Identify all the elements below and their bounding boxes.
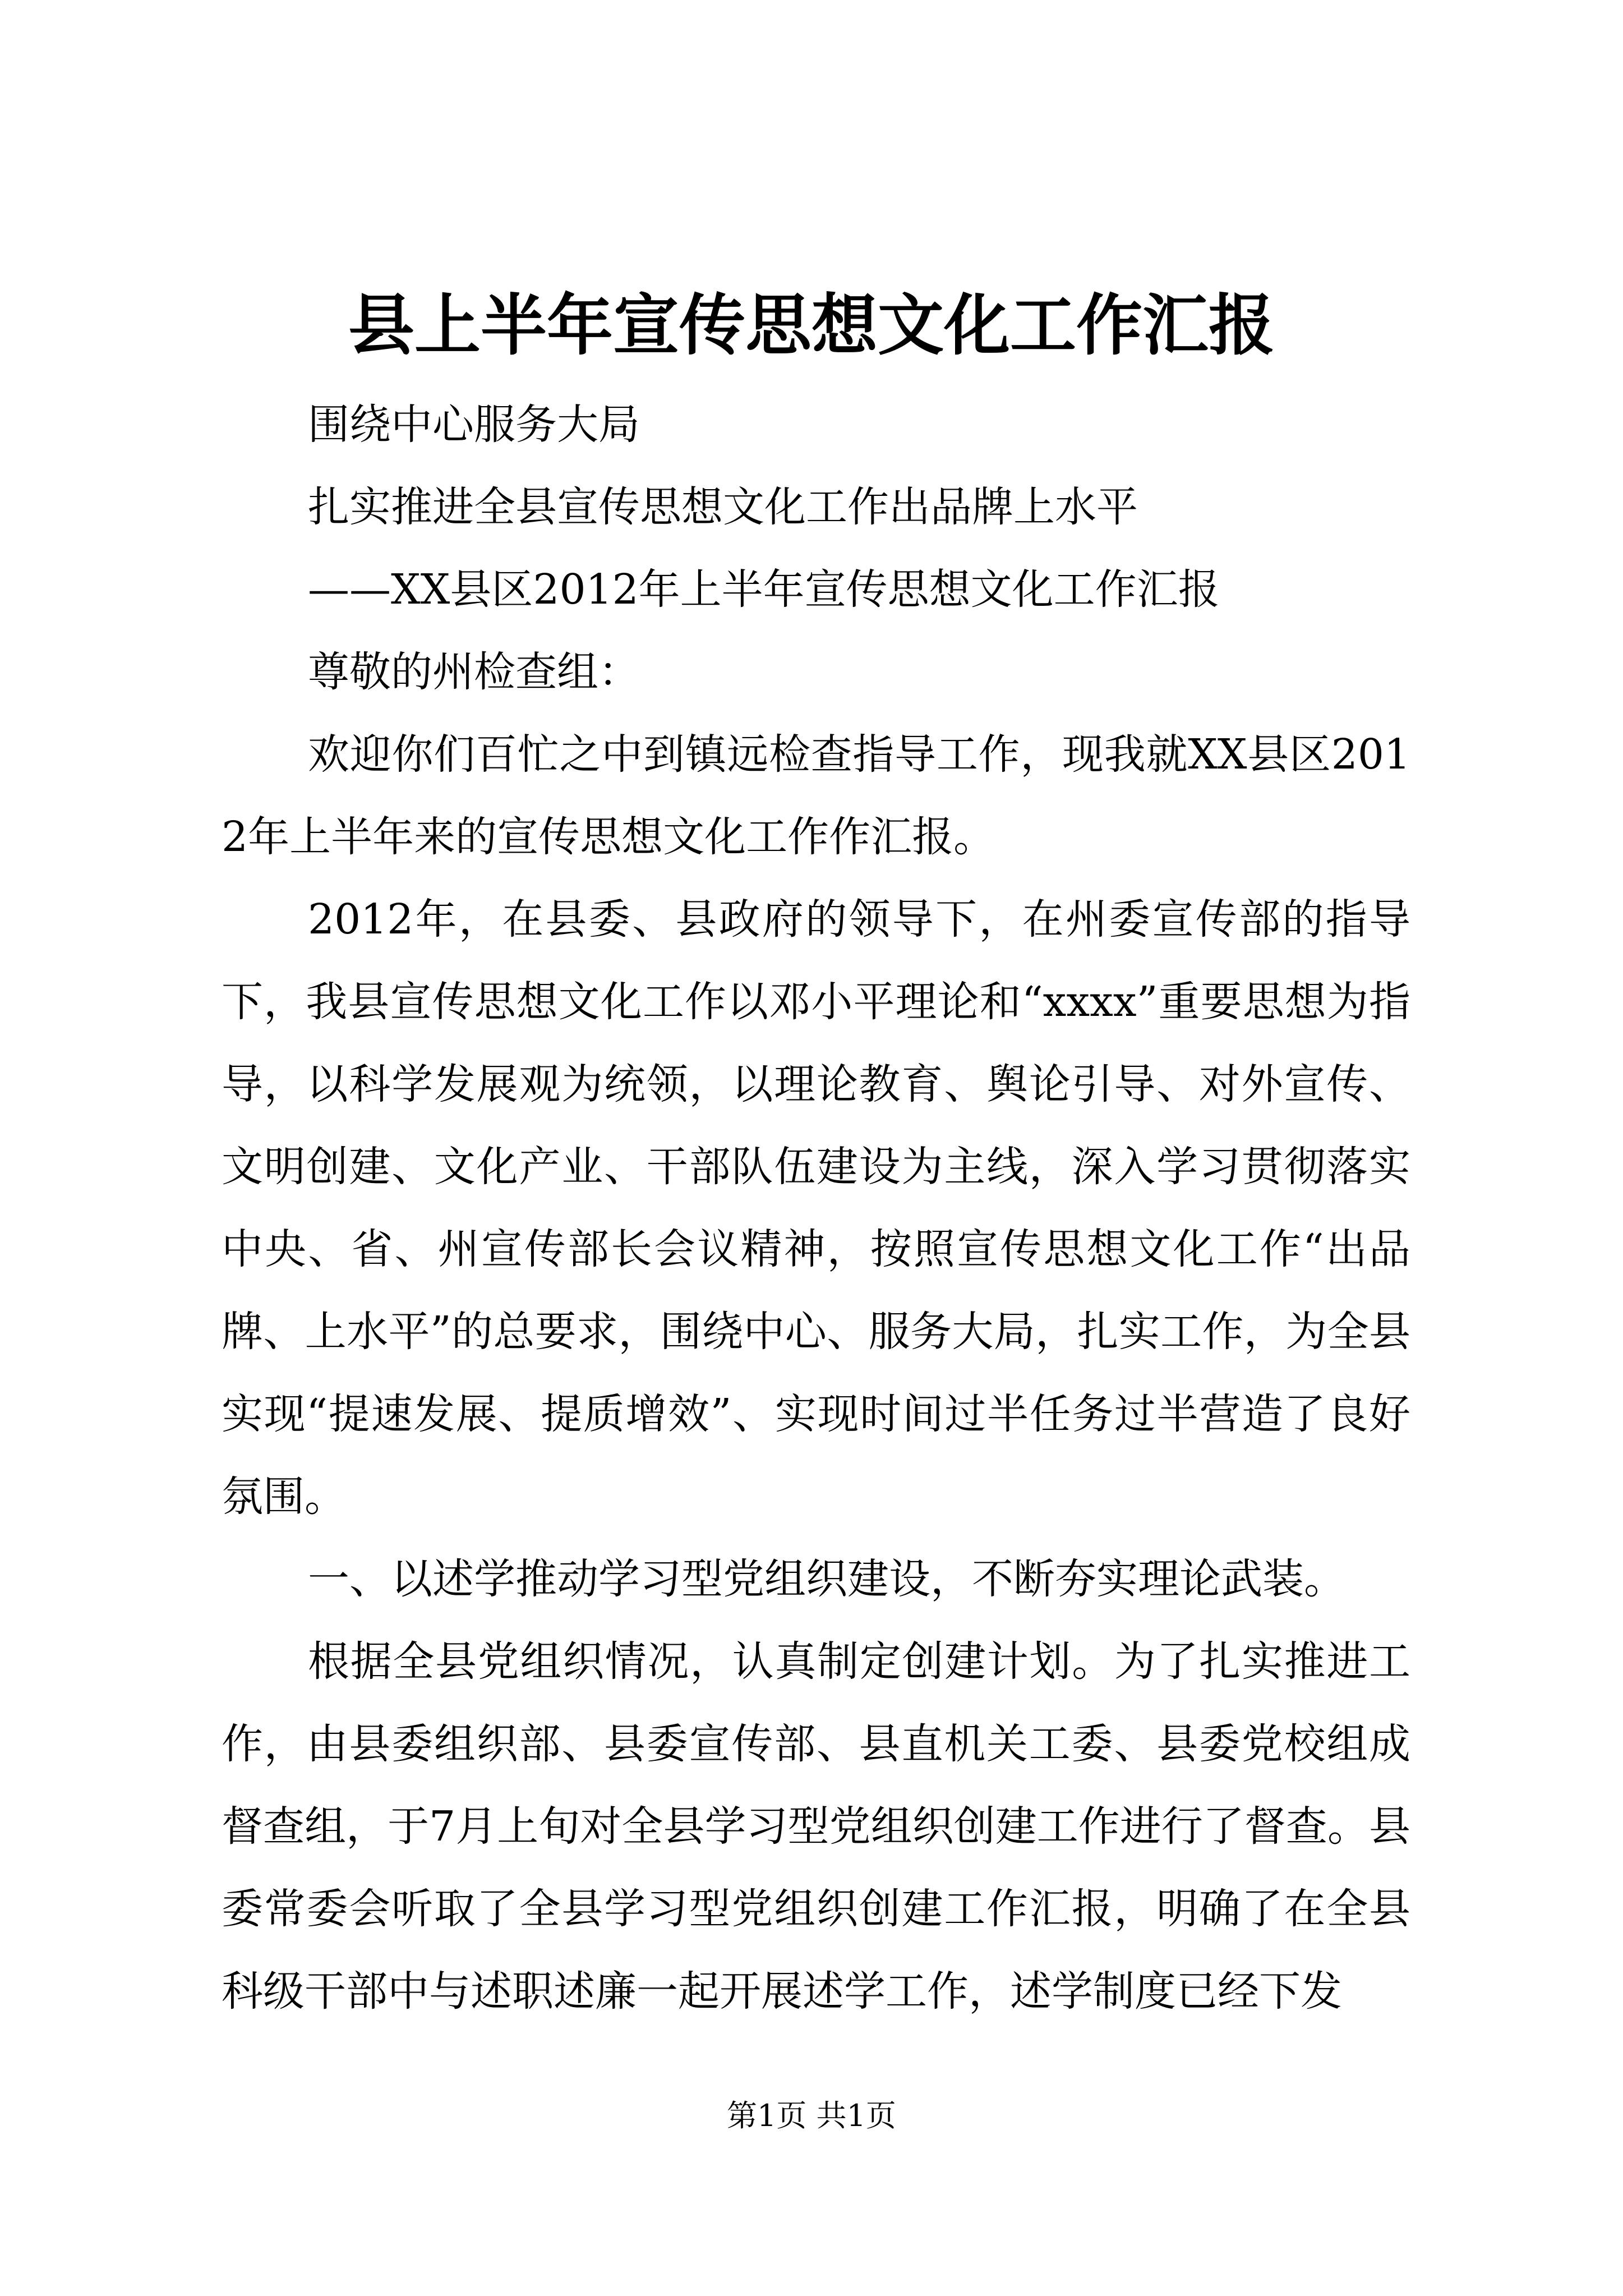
page-footer: 第1页 共1页 <box>727 2098 896 2133</box>
subtitle-line-1: 围绕中心服务大局 <box>308 401 640 449</box>
salutation: 尊敬的州检查组： <box>308 648 640 696</box>
subtitle-line-3: ——XX县区2012年上半年宣传思想文化工作汇报 <box>308 565 1220 614</box>
paragraph-overview: 2012年，在县委、县政府的领导下，在州委宣传部的指导下，我县宣传思想文化工作以邓小平理论和“xxxx”重要思想为指导，以科学发展观为统领，以理论教育、舆论引导、对外宣传、文明创建、文化产业、干部队伍建设为主线，深入学习贯彻落实中央、省、州宣传部长会议精神，按照宣传思想文化工作“出品牌、上水平”的总要求，围绕中心、服务大局，扎实工作，为全县实现“提速发展、提质增效”、实现时间过半任务过半营造了良好氛围。 <box>222 895 1410 1521</box>
document-body <box>222 384 1410 2033</box>
paragraph-welcome: 欢迎你们百忙之中到镇远检查指导工作，现我就XX县区2012年上半年来的宣传思想文化工作作汇报。 <box>222 730 1410 861</box>
subtitle-line-2: 扎实推进全县宣传思想文化工作出品牌上水平 <box>308 483 1138 531</box>
paragraph-section-1: 根据全县党组织情况，认真制定创建计划。为了扎实推进工作，由县委组织部、县委宣传部、县直机关工委、县委党校组成督查组，于7月上旬对全县学习型党组织创建工作进行了督查。县委常委会听取了全县学习型党组织创建工作汇报，明确了在全县科级干部中与述职述廉一起开展述学工作，述学制度已经下发 <box>222 1637 1410 2016</box>
section-heading-1: 一、以述学推动学习型党组织建设，不断夯实理论武装。 <box>308 1555 1345 1603</box>
document-title: 县上半年宣传思想文化工作汇报 <box>348 286 1275 364</box>
